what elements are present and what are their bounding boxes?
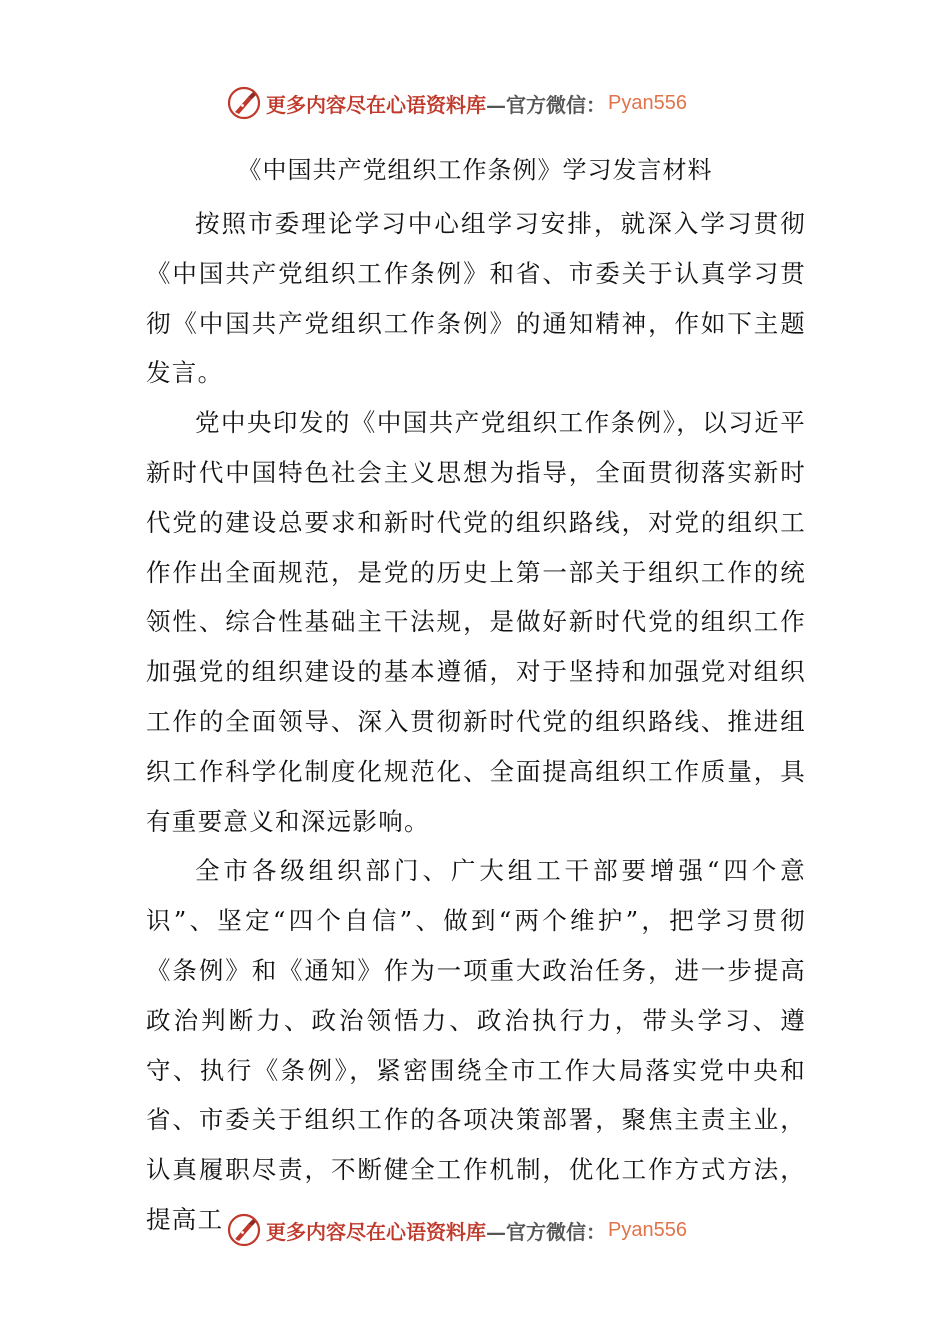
paragraph-1: 按照市委理论学习中心组学习安排，就深入学习贯彻《中国共产党组织工作条例》和省、市委关于认真学习贯彻《中国共产党组织工作条例》的通知精神，作如下主题发言。 (146, 209, 806, 388)
banner-wechat-id: Pyan556 (608, 1218, 687, 1241)
banner-gray-text: —官方微信： (486, 1219, 606, 1244)
paragraph-3: 全市各级组织部门、广大组工干部要增强“四个意识”、坚定“四个自信”、做到“两个维护”，把学习贯彻《条例》和《通知》作为一项重大政治任务，进一步提高政治判断力、政治领悟力、政治执行力，带头学习、遵守、执行《条例》，紧密围绕全市工作大局落实党中央和省、市委关于组织工作的各项决策部署，聚焦主责主业，认真履职尽责，不断健全工作机制，优化工作方式方法，提高工 (146, 856, 806, 1234)
banner-red-text: 更多内容尽在心语资料库 (266, 92, 486, 117)
document-title: 《中国共产党组织工作条例》学习发言材料 (237, 156, 713, 184)
paragraph-2: 党中央印发的《中国共产党组织工作条例》，以习近平新时代中国特色社会主义思想为指导，全面贯彻落实新时代党的建设总要求和新时代党的组织路线，对党的组织工作作出全面规范，是党的历史上第一部关于组织工作的统领性、综合性基础主干法规，是做好新时代党的组织工作加强党的组织建设的基本遵循，对于坚持和加强党对组织工作的全面领导、深入贯彻新时代党的组织路线、推进组织工作科学化制度化规范化、全面提高组织工作质量，具有重要意义和深远影响。 (146, 408, 806, 836)
document-body (146, 199, 806, 1245)
banner-gray-text: —官方微信： (486, 92, 606, 117)
footer-banner (226, 1210, 746, 1250)
banner-wechat-id: Pyan556 (608, 91, 687, 114)
header-banner (226, 83, 746, 123)
pen-nib-logo-icon (226, 85, 262, 121)
banner-red-text: 更多内容尽在心语资料库 (266, 1219, 486, 1244)
pen-nib-logo-icon (226, 1212, 262, 1248)
